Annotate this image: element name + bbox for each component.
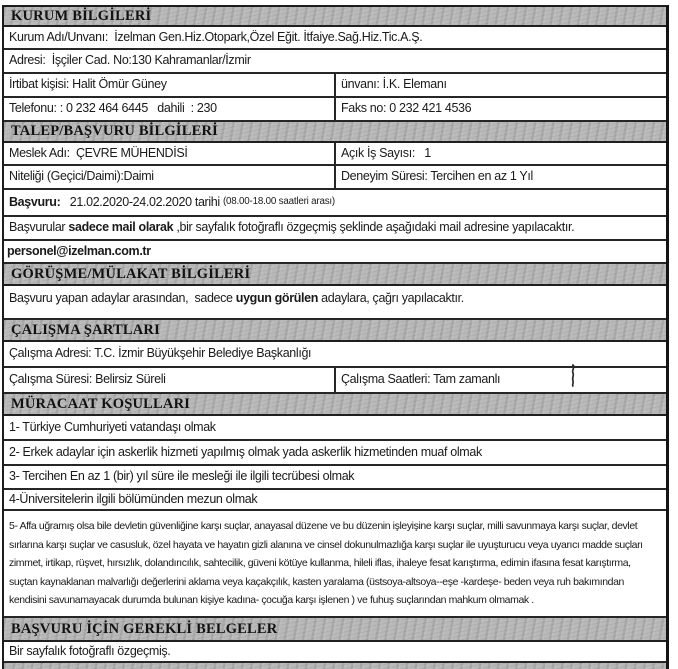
kurum-adi-text: Kurum Adı/Unvanı: İzelman Gen.Hiz.Otopark,Özel Eğit. İtfaiye.Sağ.Hiz.Tic.A.Ş. [9, 29, 423, 44]
section-header-gerekli-belgeler [4, 618, 666, 642]
row-gorusme-aciklama [4, 286, 666, 320]
acik-is-text: Açık İş Sayısı: 1 [341, 145, 431, 160]
cell-calisma-suresi [4, 368, 336, 392]
row-kosul-3 [4, 466, 666, 490]
row-email [4, 241, 666, 264]
section-title: ÇALIŞMA ŞARTLARI [11, 321, 160, 338]
gorusme-pre-text: Başvuru yapan adaylar arasından, sadece [9, 291, 236, 305]
row-calisma-adresi [4, 342, 666, 368]
meslek-text: Meslek Adı: ÇEVRE MÜHENDİSİ [9, 145, 188, 160]
row-niteligi-deneyim [4, 166, 666, 190]
section-header-cutoff-band [4, 663, 666, 669]
row-belge-ozgecmis [4, 642, 666, 663]
row-irtibat-unvan [4, 74, 666, 98]
kosul-5-text: 5- Affa uğramış olsa bile devletin güvenliğine karşı suçlar, anayasal düzene ve bu düzenin işleyişine karşı suçlar, milli savunmaya karşı suçlar, devlet sırlarına karşı suçlar ve casusluk, özel hayata ve hayatın gizli alanına ve cinsel dokunulmazlığa karşı suçlar ile uyuşturucu veya uyarıcı madde suçları zimmet, irtikap, rüşvet, hırsızlık, dolandırıcılık, sahtecilik, güveni kötüye kullanma, hileli iflas, ihaleye fesat karıştırma, edimin ifasına fesat karıştırma, suçtan kaynaklanan malvarlığı değerlerini aklama veya kaçakçılık, kasten yaralama (üstsoya-altsoya--eşe -kardeşe- beden veya ruh bakımından kendisini savunamayacak durumda bulunan kişiye kadına- çocuğa karşı işlenen ) ve fuhuş suçlarından mahkum olmamak . [9, 520, 643, 606]
section-title: TALEP/BAŞVURU BİLGİLERİ [11, 123, 218, 139]
cell-irtibat [4, 74, 336, 96]
section-header-muracaat-kosullari [4, 394, 666, 416]
basvuru-tarih-text: 21.02.2020-24.02.2020 tarihi [60, 194, 223, 209]
adresi-text: Adresi: İşçiler Cad. No:130 Kahramanlar/İzmir [9, 53, 251, 68]
section-title: GÖRÜŞME/MÜLAKAT BİLGİLERİ [11, 265, 251, 282]
basvuru-label: Başvuru: [9, 194, 61, 209]
row-kosul-4 [4, 490, 666, 511]
row-calisma-suresi-saatleri [4, 368, 666, 394]
cell-meslek [4, 143, 336, 164]
telefon-text: Telefonu: : 0 232 464 6445 dahili : 230 [9, 101, 217, 116]
calisma-adresi-text: Çalışma Adresi: T.C. İzmir Büyükşehir Belediye Başkanlığı [9, 346, 312, 361]
belge-text: Bir sayfalık fotoğraflı özgeçmiş. [9, 643, 171, 658]
email-text: personel@izelman.com.tr [7, 243, 151, 258]
cell-niteligi [4, 166, 336, 188]
deneyim-text: Deneyim Süresi: Tercihen en az 1 Yıl [341, 169, 533, 184]
kosul-3-text: 3- Tercihen En az 1 (bir) yıl süre ile mesleği ile ilgili tecrübesi olmak [9, 469, 355, 484]
row-adresi [4, 50, 666, 74]
kosul-4-text: 4-Üniversitelerin ilgili bölümünden mezun olmak [9, 491, 258, 506]
row-kosul-5-paragraf [4, 511, 666, 618]
row-basvuru-mail-aciklama [4, 217, 666, 241]
mail-post-text: ,bir sayfalık fotoğraflı özgeçmiş şeklinde aşağıdaki mail adresine yapılacaktır. [173, 220, 575, 235]
cell-acik-is [336, 143, 666, 164]
basvuru-saat-text: (08.00-18.00 saatleri arası) [222, 196, 335, 208]
row-basvuru-tarihi [4, 190, 666, 217]
mail-bold-text: sadece mail olarak [68, 220, 174, 235]
row-kosul-2 [4, 441, 666, 466]
unvan-text: ünvanı: İ.K. Elemanı [341, 77, 447, 92]
kosul-1-text: 1- Türkiye Cumhuriyeti vatandaşı olmak [9, 419, 216, 434]
section-header-kurum-bilgileri [4, 7, 666, 27]
mail-pre-text: Başvurular [9, 220, 69, 235]
section-title: KURUM BİLGİLERİ [11, 7, 152, 24]
row-kosul-1 [4, 416, 666, 441]
section-header-gorusme-mulakat [4, 264, 666, 286]
calisma-suresi-text: Çalışma Süresi: Belirsiz Süreli [9, 372, 166, 387]
kosul-2-text: 2- Erkek adaylar için askerlik hizmeti yapılmış olmak yada askerlik hizmetinden muaf olmak [9, 444, 482, 459]
cell-telefon [4, 98, 336, 120]
section-title: MÜRACAAT KOŞULLARI [11, 395, 191, 412]
document-table [2, 5, 669, 669]
gorusme-post-text: adaylara, çağrı yapılacaktır. [318, 291, 464, 305]
section-header-talep-basvuru [4, 122, 666, 143]
row-meslek-acikis [4, 143, 666, 166]
niteligi-text: Niteliği (Geçici/Daimi):Daimi [9, 169, 154, 184]
cell-faks [336, 98, 666, 120]
calisma-saatleri-text: Çalışma Saatleri: Tam zamanlı [341, 372, 501, 387]
cell-unvan [336, 74, 666, 96]
cell-calisma-saatleri [336, 368, 666, 392]
row-telefon-faks [4, 98, 666, 122]
section-header-calisma-sartlari [4, 320, 666, 342]
gorusme-bold-text: uygun görülen [235, 291, 319, 305]
row-kurum-adi [4, 27, 666, 50]
section-title: BAŞVURU İÇİN GEREKLİ BELGELER [11, 620, 278, 637]
cell-deneyim [336, 166, 666, 188]
irtibat-text: İrtibat kişisi: Halit Ömür Güney [9, 77, 167, 92]
faks-text: Faks no: 0 232 421 4536 [341, 101, 472, 116]
